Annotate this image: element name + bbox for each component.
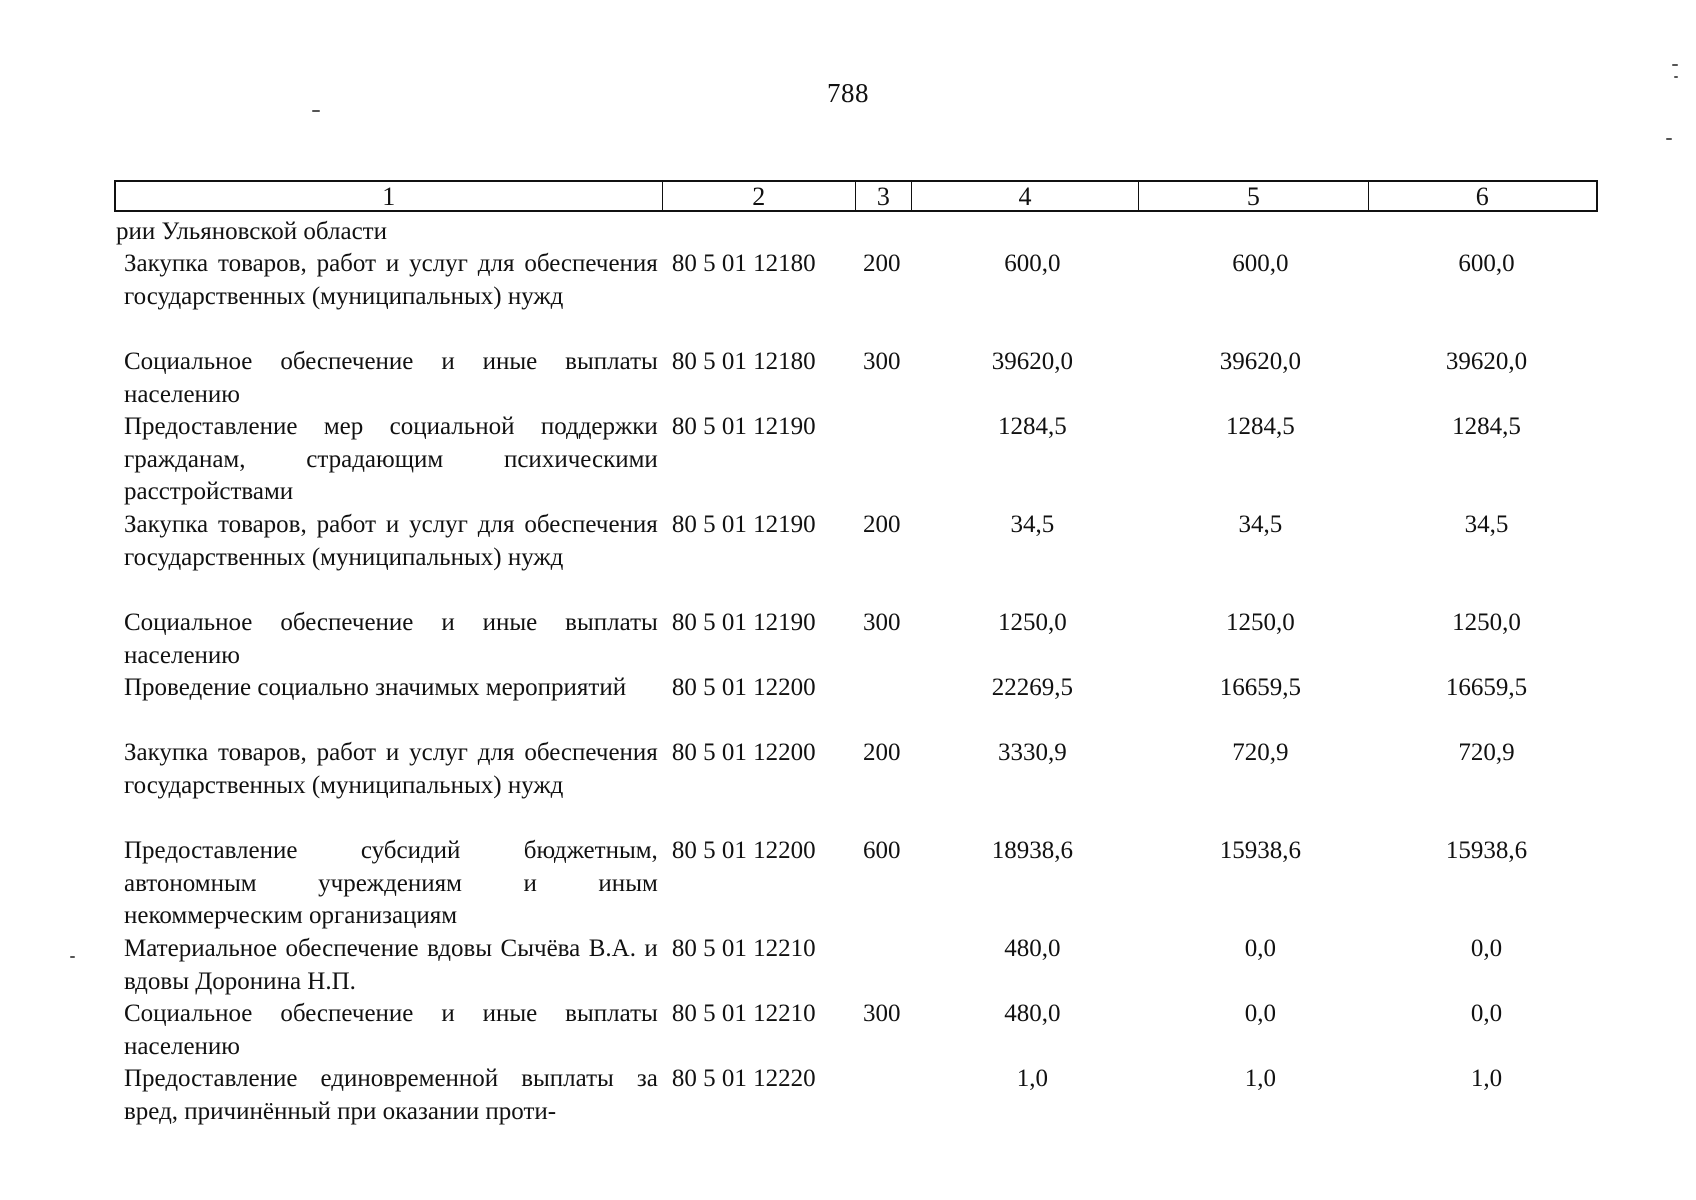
row-value-col6: 15938,6 (1445, 837, 1528, 864)
row-description: Предоставление единовременной выплаты за вред, причинённый при оказании проти- (124, 1065, 658, 1125)
table-row (114, 509, 1598, 607)
row-description: Предоставление мер социальной поддержки гражданам, страдающим психическими расстройствами (124, 413, 658, 505)
row-value-col5: 15938,6 (1219, 837, 1302, 864)
row-value-col6: 720,9 (1458, 739, 1515, 766)
row-target-code: 80 5 01 12190 (671, 609, 816, 636)
row-value-col6: 1,0 (1470, 1065, 1503, 1092)
row-description: Закупка товаров, работ и услуг для обеспечения государственных (муниципальных) нужд (124, 739, 658, 799)
scan-speck (312, 110, 320, 112)
row-value-col6: 1284,5 (1452, 413, 1521, 440)
row-value-col6: 39620,0 (1445, 348, 1528, 375)
scan-speck (1666, 138, 1672, 140)
row-value-col6: 0,0 (1470, 1000, 1503, 1027)
row-expense-type: 200 (863, 511, 901, 538)
row-value-col5: 39620,0 (1219, 348, 1302, 375)
table-row (114, 737, 1598, 835)
row-value-col5: 1,0 (1244, 1065, 1277, 1092)
table-row (114, 346, 1598, 411)
table-row (114, 835, 1598, 933)
row-target-code: 80 5 01 12190 (671, 511, 816, 538)
row-expense-type: 600 (863, 837, 901, 864)
row-expense-type: 300 (863, 348, 901, 375)
row-description: Материальное обеспечение вдовы Сычёва В.А. и вдовы Доронина Н.П. (124, 935, 658, 995)
row-value-col5: 34,5 (1238, 511, 1283, 538)
row-target-code: 80 5 01 12210 (671, 935, 816, 962)
row-value-col6: 34,5 (1464, 511, 1509, 538)
row-value-col4: 600,0 (1004, 250, 1061, 277)
row-value-col5: 1284,5 (1226, 413, 1295, 440)
table-row (114, 933, 1598, 998)
row-value-col4: 22269,5 (991, 674, 1073, 701)
row-description: Социальное обеспечение и иные выплаты населению (124, 348, 658, 408)
row-description: Предоставление субсидий бюджетным, автономным учреждениям и иным некоммерческим организациям (124, 837, 658, 929)
carried-over-text: рии Ульяновской области (116, 218, 387, 245)
row-value-col4: 3330,9 (997, 739, 1067, 766)
row-description: Социальное обеспечение и иные выплаты населению (124, 1000, 658, 1060)
row-target-code: 80 5 01 12180 (671, 348, 816, 375)
header-col-2: 2 (663, 182, 856, 210)
row-value-col4: 1250,0 (997, 609, 1067, 636)
row-value-col6: 0,0 (1470, 935, 1503, 962)
row-description: Социальное обеспечение и иные выплаты населению (124, 609, 658, 669)
row-description: Проведение социально значимых мероприятий (124, 674, 627, 701)
row-expense-type: 200 (863, 250, 901, 277)
row-value-col4: 39620,0 (991, 348, 1073, 375)
row-target-code: 80 5 01 12200 (671, 837, 816, 864)
table-row (114, 998, 1598, 1063)
table-row (114, 248, 1598, 346)
page-number: 788 (827, 78, 869, 108)
row-value-col6: 600,0 (1458, 250, 1515, 277)
row-target-code: 80 5 01 12190 (671, 413, 816, 440)
header-col-3: 3 (856, 182, 912, 210)
row-value-col5: 1250,0 (1226, 609, 1295, 636)
header-col-6: 6 (1475, 182, 1489, 211)
row-expense-type: 200 (863, 739, 901, 766)
scan-speck (70, 956, 75, 958)
row-value-col5: 720,9 (1232, 739, 1289, 766)
row-target-code: 80 5 01 12200 (671, 674, 816, 701)
row-description: Закупка товаров, работ и услуг для обеспечения государственных (муниципальных) нужд (124, 250, 658, 310)
row-target-code: 80 5 01 12200 (671, 739, 816, 766)
row-value-col4: 34,5 (1010, 511, 1055, 538)
header-col-4: 4 (912, 182, 1139, 210)
header-col-5: 5 (1139, 182, 1368, 210)
row-value-col4: 480,0 (1004, 1000, 1061, 1027)
table-row (114, 1063, 1598, 1128)
table-body (114, 216, 1598, 1128)
scan-speck (1672, 64, 1678, 66)
row-value-col4: 480,0 (1004, 935, 1061, 962)
row-value-col5: 16659,5 (1219, 674, 1302, 701)
row-value-col5: 0,0 (1244, 935, 1277, 962)
row-value-col5: 0,0 (1244, 1000, 1277, 1027)
row-value-col4: 18938,6 (991, 837, 1073, 864)
row-value-col4: 1284,5 (997, 413, 1067, 440)
table-header (114, 180, 1598, 212)
row-value-col5: 600,0 (1232, 250, 1289, 277)
row-expense-type: 300 (863, 1000, 901, 1027)
row-expense-type: 300 (863, 609, 901, 636)
header-col-1: 1 (116, 182, 663, 210)
row-value-col6: 1250,0 (1452, 609, 1521, 636)
row-target-code: 80 5 01 12210 (671, 1000, 816, 1027)
table-row (114, 411, 1598, 509)
scan-speck (1674, 76, 1678, 78)
row-value-col6: 16659,5 (1445, 674, 1528, 701)
row-value-col4: 1,0 (1016, 1065, 1048, 1092)
row-target-code: 80 5 01 12180 (671, 250, 816, 277)
table-row (114, 607, 1598, 672)
table-row (114, 672, 1598, 737)
row-target-code: 80 5 01 12220 (671, 1065, 816, 1092)
row-description: Закупка товаров, работ и услуг для обеспечения государственных (муниципальных) нужд (124, 511, 658, 571)
